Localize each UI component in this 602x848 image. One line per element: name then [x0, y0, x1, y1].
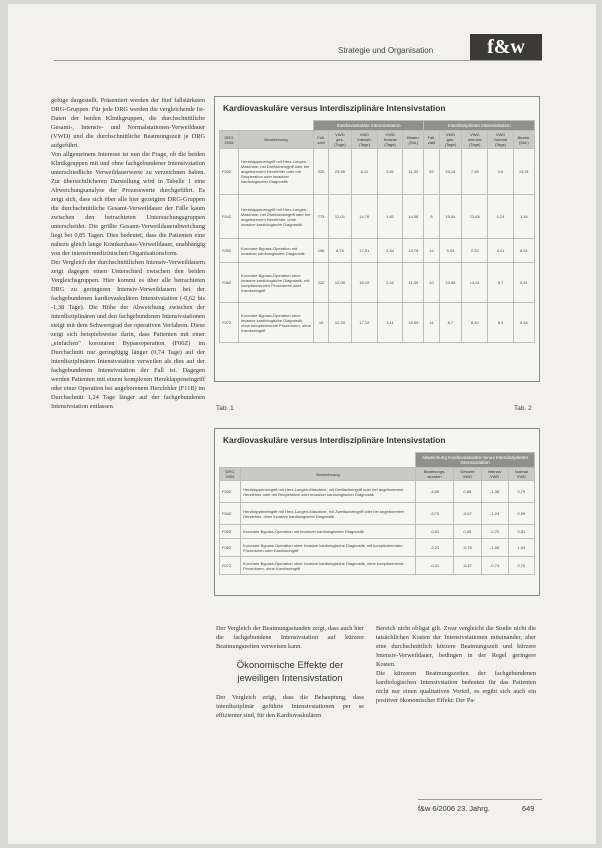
value-cell: 2,22 [462, 239, 488, 263]
drg-cell: F07Z [220, 303, 239, 343]
drg-cell: F03Z [220, 481, 241, 503]
column-header: Gesamt VWD [454, 468, 481, 481]
drg-cell: F07Z [220, 557, 241, 575]
value-cell: 0,81 [508, 525, 534, 539]
value-cell: 11 [424, 303, 439, 343]
value-cell: 17,19 [351, 303, 377, 343]
table-2-title: Kardiovaskuläre versus Interdisziplinäre Intensivstation [223, 435, 446, 445]
value-cell: 0,35 [454, 525, 481, 539]
value-cell: -0,70 [481, 525, 508, 539]
value-cell: 14,58 [403, 195, 424, 239]
value-cell: 15,09 [403, 303, 424, 343]
value-cell: 6 [424, 195, 439, 239]
table-1-group-b: Interdisziplinäre Intensivstation [424, 121, 535, 131]
text-column-left [51, 96, 205, 411]
paragraph: Bereich nicht obligat gilt. Zwar vergleicht die Studie nicht die tatsächlichen Kosten der Intensivstationen miteinander, aber eine durchschnittlich kürzere Beatmungszeit und kürzere Intensiv-Verweildauer, bedingen in der Regel geringere Kosten. [376, 625, 536, 668]
column-header: VWD Normal (Tage) [377, 131, 402, 149]
paragraph: Der Vergleich der durchschnittlichen Intensiv-Verweildauern zeigt dagegen einen Unterschied zwischen den beiden Vergleichsgruppen. Hier kommt es über alle betrachteten DRG zu geringeren Intensiv-Verweildauern bei der fachgebundenen kardiovaskulären Intensivstation (-0,62 bis -1,38 Tage). Die Höhe der Abweichung zwischen der interdisziplinären und den fachgebundenen Intensivstationen steigt mit dem Schweregrad der operativen Verfahren. Diese zeigt sich beispielsweise darin, dass Patienten mit einer „einfachen" koronaren Bypassoperation (F06Z) im Durchschnitt nur geringfügig länger (0,74 Tage) auf der interdisziplinären Intensivstation verweilen als dies auf der fachgebundenen Intensivstation der Fall ist. Dagegen werden Patienten mit einem komplexen Herzklappeneingriff oder einer Operation bei angeborenem Herzfehler (F11B) im Durchschnitt 1,24 Tage länger auf der fachgebundenen Intensivstation entlassen. [51, 259, 205, 410]
value-cell: 17,01 [351, 239, 377, 263]
magazine-page [8, 4, 596, 844]
drg-cell: F06Z [220, 539, 241, 557]
drg-cell: F06Z [220, 263, 239, 303]
desc-cell: Koronare Bypass-Operation ohne invasive kardiologische Diagnostik, mit komplizierenden Prozeduren oder Karotiseingriff [241, 539, 416, 557]
value-cell: 0,31 [513, 263, 534, 303]
value-cell: 1,81 [377, 195, 402, 239]
column-header: Beatm. (Std.) [513, 131, 534, 149]
drg-cell: F03Z [220, 149, 239, 195]
value-cell: 12,20 [329, 303, 352, 343]
value-cell: 8,76 [329, 239, 352, 263]
value-cell: 0,75 [508, 557, 534, 575]
page-number: 649 [522, 804, 535, 813]
value-cell: 7,48 [462, 149, 488, 195]
value-cell: -1,38 [481, 481, 508, 503]
column-header: DRG 2006 [220, 468, 241, 481]
drg-cell: F05Z [220, 525, 241, 539]
desc-cell: Koronare Bypass-Operation ohne invasive kardiologische Diagnostik, mit komplizierenden Prozeduren oder Karotiseingriff [239, 263, 314, 303]
value-cell: 8,31 [513, 239, 534, 263]
value-cell: 2,42 [377, 263, 402, 303]
column-header: VWD Intensiv (Tage) [462, 131, 488, 149]
value-cell: 14 [424, 239, 439, 263]
value-cell: 225 [314, 149, 329, 195]
column-header: Beatm. (Std.) [403, 131, 424, 149]
column-header: Beatmungs-stunden [416, 468, 454, 481]
desc-cell: Herzklappeneingriff mit Herz-Lungen-Maschine, mit Dreifacheingriff oder bei angeborenem Herzfehler oder mit Reoperation oder invasiver kardiologischer Diagnostik [241, 481, 416, 503]
column-header: VWD Normal (Tage) [488, 131, 513, 149]
table-row [220, 303, 535, 343]
value-cell: 12,01 [329, 195, 352, 239]
value-cell: 4,6 [488, 149, 513, 195]
value-cell: 15,34 [439, 195, 462, 239]
value-cell: 1,54 [377, 239, 402, 263]
value-cell: 23,58 [439, 263, 462, 303]
desc-cell: Herzklappeneingriff mit Herz-Lungen-Maschine, mit Zweifacheingriff oder bei angeborenem Herzfehler, ohne invasive kardiologische Diagnostik [239, 195, 314, 239]
value-cell: 1,54 [508, 539, 534, 557]
drg-cell: F04Z [220, 503, 241, 525]
table-2-header-row [220, 468, 535, 481]
drg-cell: F05Z [220, 239, 239, 263]
value-cell: 13,65 [462, 195, 488, 239]
desc-cell: Herzklappeneingriff mit Herz-Lungen-Maschine, mit Zweifacheingriff oder bei angeborenem Herzfehler, ohne invasive kardiologische Diagnostik [241, 503, 416, 525]
paragraph: Von allgemeinem Interesse ist nun die Frage, ob die beiden Klinikgruppen mit und ohne fachgebundener Intensivstation unterschiedliche Verweildauerwerte zu verzeichnen haben. Zur übersichtlicheren Darstellung wird in Tabelle 1 eine Abweichungsanalyse der Prozesswerte durchgeführt. Es zeigt sich, dass sich über alle hier gezeigten DRG-Gruppen die durchschnittliche Gesamt-Verweildauer der Fälle kaum zwischen den betrachteten Untersuchungsgruppen unterscheidet. Die größte Gesamt-Verweildauerabweichung liegt bei 0,85 Tagen. Dies bedeutet, dass die Patienten eine nahezu gleich lange Krankenhaus-Verweildauer, unabhängig von der intensivmedizinischen Organisationsform. [51, 151, 205, 257]
paragraph: Der Vergleich der Beatmungsstunden zeigt, dass auch hier die fachgebundene Intensivstation auf kürzere Beatmungszeiten verweisen kann. [216, 625, 364, 650]
value-cell: 0,79 [508, 481, 534, 503]
table-2-caption: Tab. 2 [514, 405, 532, 412]
value-cell: 3,81 [377, 149, 402, 195]
desc-cell: Koronare Bypass-Operation ohne invasive kardiologische Diagnostik, ohne komplizierende Prozeduren, ohne Karotiseingriff [241, 557, 416, 575]
value-cell: -0,79 [454, 539, 481, 557]
value-cell: 8,19 [462, 303, 488, 343]
journal-issue: f&w 6/2006 23. Jahrg. [418, 804, 490, 813]
value-cell: 13,78 [403, 239, 424, 263]
table-row [220, 539, 535, 557]
value-cell: -0,47 [454, 557, 481, 575]
table-1-box [214, 96, 540, 382]
value-cell: 14,76 [351, 195, 377, 239]
value-cell: 1,16 [513, 195, 534, 239]
table-row [220, 195, 535, 239]
value-cell: -2,23 [416, 539, 454, 557]
value-cell: 12,09 [329, 263, 352, 303]
table-1-title: Kardiovaskuläre versus Interdisziplinäre Intensivstation [223, 103, 446, 113]
column-header: Bezeichnung [239, 131, 314, 149]
desc-cell: Herzklappeneingriff mit Herz-Lungen-Maschine, mit Dreifacheingriff oder bei angeborenem Herzfehler oder mit Reoperation oder invasiver kardiologischer Diagnostik [239, 149, 314, 195]
value-cell: 10 [314, 303, 329, 343]
column-header: VWD ges. (Tage) [439, 131, 462, 149]
value-cell: 0,99 [508, 503, 534, 525]
value-cell: 14,31 [462, 263, 488, 303]
paragraph: Der Vergleich zeigt, dass die Behauptung, dass interdisziplinär geführte Intensivstationen per se effizienter sind, für den Kardiovaskulären [216, 694, 364, 719]
value-cell: 11,32 [403, 149, 424, 195]
value-cell: 0,24 [488, 195, 513, 239]
value-cell: 0,85 [454, 481, 481, 503]
text-column-middle [216, 624, 364, 720]
paragraph: Die kürzeren Beatmungszeiten der fachgebundenen kardiologischen Intensivstation bedeuten für das Patienten nicht nur einen qualitativen Vorteil, es ergibt sich auch ein positiver ökonomischer Effekt: Der Pa- [376, 670, 536, 704]
section-subheading: Ökonomische Effekte der jeweiligen Intensivstation [236, 660, 344, 684]
value-cell: 9,34 [439, 239, 462, 263]
value-cell: 5,9 [488, 303, 513, 343]
value-cell: -1,06 [481, 539, 508, 557]
value-cell: 4,21 [488, 239, 513, 263]
section-title: Strategie und Organisation [338, 46, 434, 55]
value-cell: 62 [424, 149, 439, 195]
value-cell: 9,16 [513, 303, 534, 343]
column-header: Bezeichnung [241, 468, 416, 481]
desc-cell: Koronare Bypass-Operation mit invasiver kardiologischer Diagnostik [241, 525, 416, 539]
value-cell: -3,75 [416, 503, 454, 525]
value-cell: -1,24 [481, 503, 508, 525]
desc-cell: Koronare Bypass-Operation ohne invasive kardiologische Diagnostik, ohne komplizierende Prozeduren, ohne Karotiseingriff [239, 303, 314, 343]
desc-cell: Koronare Bypass-Operation mit invasiver kardiologischer Diagnostik [239, 239, 314, 263]
value-cell: 23,99 [329, 149, 352, 195]
column-header: Normal VWD [508, 468, 534, 481]
value-cell: -0,74 [481, 557, 508, 575]
table-row [220, 481, 535, 503]
column-header: DRG 2006 [220, 131, 239, 149]
value-cell: 15,19 [351, 263, 377, 303]
table-2-group: Abweichung Kardiovaskuläre minus Interdisziplinäre Intensivstation [416, 453, 535, 468]
table-1-header-row [220, 131, 535, 149]
value-cell: 23,14 [439, 149, 462, 195]
value-cell: 10 [424, 263, 439, 303]
paragraph: gefüge dargestellt. Präsentiert werden der fünf fallstärksten DRG-Gruppen. Für jede DRG werden die vergleichende Ist-Daten der beiden Klinikgruppen, die durchschnittliche Gesamt-, Intensiv- und Normalstationen-Verweildauer (VWD) und die durchschnittliche Beatmungszeit je DRG aufgeführt. [51, 97, 205, 149]
value-cell: 3,11 [377, 303, 402, 343]
journal-logo: f&w [470, 34, 542, 60]
value-cell: -4,59 [416, 481, 454, 503]
drg-cell: F04Z [220, 195, 239, 239]
table-1-caption: Tab. 1 [216, 405, 234, 412]
value-cell: 6,11 [351, 149, 377, 195]
value-cell: 196 [314, 239, 329, 263]
column-header: VWD ges. (Tage) [329, 131, 352, 149]
value-cell: 773 [314, 195, 329, 239]
table-row [220, 239, 535, 263]
table-2 [219, 452, 535, 575]
column-header: Fall-zahl [314, 131, 329, 149]
table-1 [219, 120, 535, 343]
value-cell: 11,39 [403, 263, 424, 303]
value-cell: -0,31 [416, 557, 454, 575]
table-row [220, 525, 535, 539]
text-column-right [376, 624, 536, 705]
value-cell: 5,7 [488, 263, 513, 303]
value-cell: -0,57 [454, 503, 481, 525]
value-cell: 15,91 [513, 149, 534, 195]
column-header: Intensiv VWD [481, 468, 508, 481]
value-cell: 222 [314, 263, 329, 303]
table-2-box [214, 428, 540, 596]
table-row [220, 263, 535, 303]
table-row [220, 557, 535, 575]
column-header: Fall-zahl [424, 131, 439, 149]
table-1-group-a: Kardiovaskuläre Intensivstation [314, 121, 424, 131]
column-header: VWD Intensiv (Tage) [351, 131, 377, 149]
table-row [220, 149, 535, 195]
table-row [220, 503, 535, 525]
header-rule [54, 60, 542, 61]
value-cell: -0,51 [416, 525, 454, 539]
footer-rule [418, 799, 542, 800]
value-cell: 8,7 [439, 303, 462, 343]
